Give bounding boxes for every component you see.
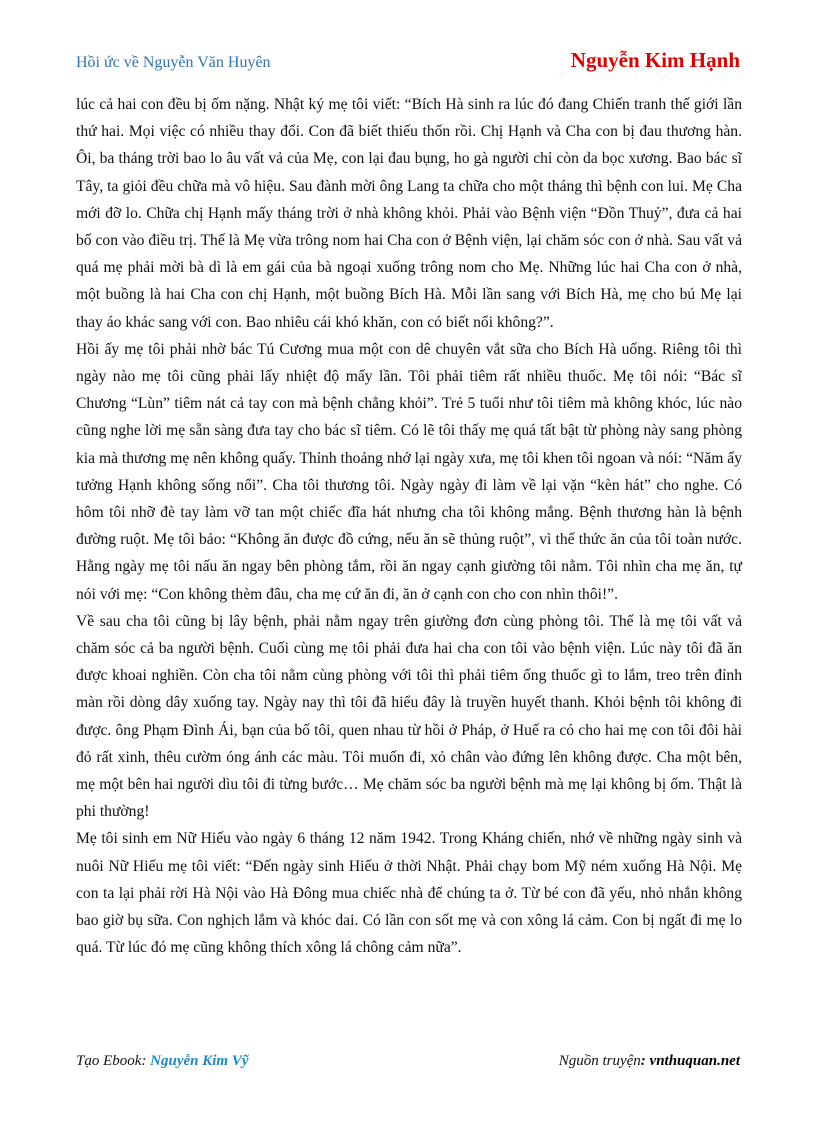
author-name: Nguyễn Kim Hạnh	[570, 48, 740, 72]
source-credit-label: Nguồn truyện	[558, 1053, 641, 1069]
paragraph: Hồi ấy mẹ tôi phải nhờ bác Tú Cương mua một con dê chuyên vắt sữa cho Bích Hà uống. Riêng tôi thì ngày nào mẹ tôi cũng phải lấy nhiệt độ mấy lần. Tôi phải tiêm rất nhiều thuốc. Mẹ tôi nói: “Bác sĩ Chương “Lùn” tiêm nát cả tay con mà bệnh chẳng khỏi”. Trẻ 5 tuổi như tôi tiêm mà không khóc, lúc nào cũng nghe lời mẹ sẵn sàng đưa tay cho bác sĩ tiêm. Có lẽ tôi thấy mẹ quá tất bật từ phòng này sang phòng kia mà thương mẹ nên không quấy. Thỉnh thoảng nhớ lại ngày xưa, mẹ tôi khen tôi ngoan và nói: “Năm ấy tưởng Hạnh không sống nổi”. Cha tôi thương tôi. Ngày ngày đi làm về lại vặn “kèn hát” cho nghe. Có hôm tôi nhỡ đè tay làm vỡ tan một chiếc đĩa hát nhưng cha tôi không mắng. Bệnh thương hàn là bệnh đường ruột. Mẹ tôi bảo: “Không ăn được đồ cứng, nếu ăn sẽ thủng ruột”, vì thế thức ăn của tôi toàn nước. Hằng ngày mẹ tôi nấu ăn ngay bên phòng tắm, rồi ăn ngay cạnh giường tôi nằm. Tôi nhìn cha mẹ ăn, tự nói với mẹ: “Con không thèm đâu, cha mẹ cứ ăn đi, ăn ở cạnh con cho con nhìn thôi!”.	[76, 340, 742, 603]
source-credit-sep: :	[640, 1053, 650, 1069]
paragraph: lúc cả hai con đều bị ốm nặng. Nhật ký mẹ tôi viết: “Bích Hà sinh ra lúc đó đang Chiến tranh thế giới lần thứ hai. Mọi việc có nhiều thay đổi. Con đã biết thiếu thốn rồi. Chị Hạnh và Cha con bị đau thương hàn. Ôi, ba tháng trời bao lo âu vất vả của Mẹ, con lại đau bụng, ho gà người chỉ còn da bọc xương. Bao bác sĩ Tây, ta giỏi đều chữa mà vô hiệu. Sau đành mời ông Lang ta chữa cho một tháng thì bệnh con lui. Mẹ Cha mới đỡ lo. Chữa chị Hạnh mấy tháng trời ở nhà không khỏi. Phải vào Bệnh viện “Đồn Thuỷ”, đưa cả hai bố con vào điều trị. Thế là Mẹ vừa trông nom hai Cha con ở Bệnh viện, lại chăm sóc con ở nhà. Sau vất vả quá mẹ phải mời bà dì là em gái của bà ngoại xuống trông nom cho Mẹ. Những lúc hai Cha con ở nhà, một buồng là hai Cha con chị Hạnh, một buồng Bích Hà. Mỗi lần sang với Bích Hà, mẹ cho bú Mẹ lại thay áo khác sang với con. Bao nhiêu cái khó khăn, con có biết nổi không?”.	[76, 96, 742, 331]
source-credit	[559, 1053, 740, 1070]
book-title: Hồi ức về Nguyễn Văn Huyên	[76, 54, 271, 71]
body-text	[76, 91, 742, 962]
ebook-credit-label: Tạo Ebook	[76, 1053, 142, 1069]
paragraph: Mẹ tôi sinh em Nữ Hiếu vào ngày 6 tháng 12 năm 1942. Trong Kháng chiến, nhớ về những ngày sinh và nuôi Nữ Hiếu mẹ tôi viết: “Đến ngày sinh Hiếu ở thời Nhật. Phải chạy bom Mỹ ném xuống Hà Nội. Mẹ con ta lại phải rời Hà Nội vào Hà Đông mua chiếc nhà để chúng ta ở. Từ bé con đã yếu, nhỏ nhắn không bao giờ bụ sữa. Con nghịch lắm và khóc dai. Có lần con sốt mẹ và con xông lá cảm. Con bị ngất đi mẹ lo quá. Từ lúc đó mẹ cũng không thích xông lá chông cảm nữa”.	[76, 830, 742, 957]
paragraph: Về sau cha tôi cũng bị lây bệnh, phải nằm ngay trên giường đơn cùng phòng tôi. Thế là mẹ tôi vất vả chăm sóc cả ba người bệnh. Cuối cùng mẹ tôi phải đưa hai cha con tôi vào bệnh viện. Lúc này tôi đã ăn được khoai nghiền. Còn cha tôi nằm cùng phòng với tôi thì phải tiêm ống thuốc gì to lắm, treo trên đỉnh màn rồi dòng dây xuống tay. Ngày nay thì tôi đã hiểu đây là truyền huyết thanh. Khỏi bệnh tôi không đi được. ông Phạm Đình Ái, bạn của bố tôi, quen nhau từ hồi ở Pháp, ở Huế ra có cho hai mẹ con tôi đôi hài đỏ rất xinh, thêu cườm óng ánh các màu. Tôi muốn đi, xỏ chân vào đứng lên không được. Cha một bên, mẹ một bên hai người dìu tôi đi từng bước… Mẹ chăm sóc ba người bệnh mà mẹ lại không bị ốm. Thật là phi thường!	[76, 612, 742, 821]
ebook-credit-sep: :	[141, 1053, 151, 1069]
ebook-credit	[76, 1053, 249, 1070]
source-credit-site: vnthuquan.net	[649, 1053, 740, 1069]
ebook-credit-name: Nguyễn Kim Vỹ	[150, 1053, 249, 1069]
page-header	[76, 48, 740, 78]
page-footer	[76, 1053, 740, 1070]
